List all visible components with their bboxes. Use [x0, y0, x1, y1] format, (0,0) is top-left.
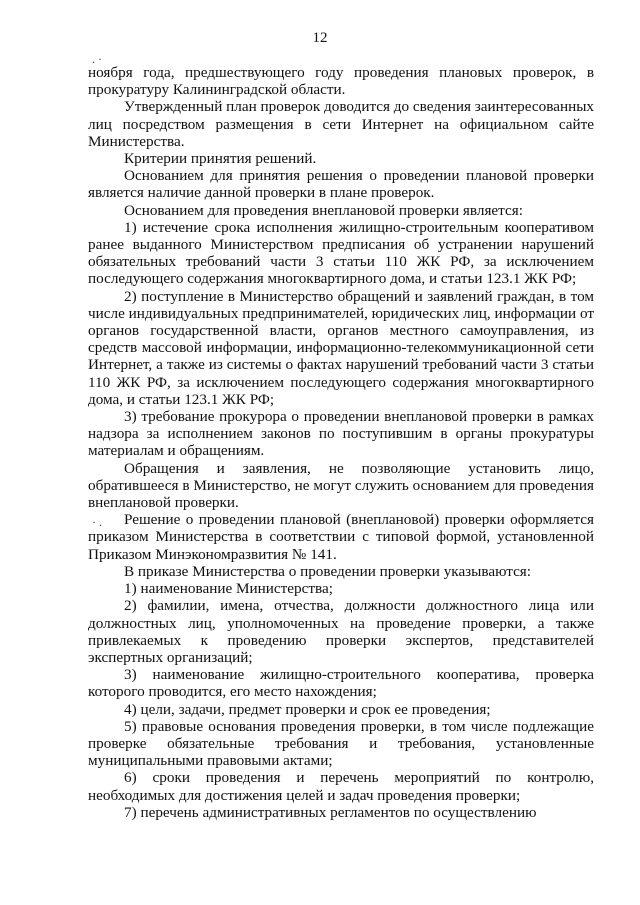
paragraph: Критерии принятия решений.: [124, 150, 317, 168]
paragraph: Обращения и заявления, не позволяющие установить лицо, обратившееся в Министерство, не могут служить основанием для проведения внеплановой проверки.: [88, 459, 594, 512]
list-item: 6) сроки проведения и перечень мероприятий по контролю, необходимых для достижения целей и задач проведения проверки;: [88, 769, 594, 804]
paragraph: Основанием для принятия решения о проведении плановой проверки является наличие данной проверки в плане проверок.: [88, 167, 594, 202]
paragraph: ноября года, предшествующего году проведения плановых проверок, в прокуратуру Калининградской области.: [88, 64, 594, 99]
document-body: [88, 64, 594, 821]
list-item: 3) наименование жилищно-строительного кооператива, проверка которого проводится, его место нахождения;: [88, 666, 594, 701]
list-item: 1) наименование Министерства;: [124, 580, 333, 598]
paragraph: В приказе Министерства о проведении проверки указываются:: [124, 562, 532, 580]
list-item: 2) поступление в Министерство обращений и заявлений граждан, в том числе индивидуальных предпринимателей, юридических лиц, информации от органов государственной власти, органов местного самоуправления, из средств массовой информации, информационно-телекоммуникационной сети Интернет, а также из системы о фактах нарушений требований части 3 статьи 110 ЖК РФ, за исключением последующего содержания многоквартирного дома, и статьи 123.1 ЖК РФ;: [88, 287, 594, 408]
scan-mark: · .: [92, 515, 102, 529]
list-item: 2) фамилии, имена, отчества, должности должностного лица или должностных лиц, уполномоченных на проведение проверки, а также привлекаемых к проведению проверки экспертов, представителей экспертных организаций;: [88, 597, 594, 666]
scan-mark: . ·: [92, 52, 102, 66]
list-item: 7) перечень административных регламентов по осуществлению: [124, 803, 537, 821]
page-number: 12: [312, 30, 328, 46]
list-item: 5) правовые основания проведения проверки, в том числе подлежащие проверке обязательные требования и требования, установленные муниципальными правовыми актами;: [88, 717, 594, 770]
list-item: 4) цели, задачи, предмет проверки и срок ее проведения;: [124, 700, 491, 718]
paragraph: Утвержденный план проверок доводится до сведения заинтересованных лиц посредством размещения в сети Интернет на официальном сайте Министерства.: [88, 98, 594, 150]
list-item: 3) требование прокурора о проведении внеплановой проверки в рамках надзора за исполнением законов по поступившим в органы прокуратуры материалам и обращениям.: [88, 408, 594, 460]
paragraph: Основанием для проведения внеплановой проверки является:: [124, 201, 523, 219]
list-item: 1) истечение срока исполнения жилищно-строительным кооперативом ранее выданного Министерством предписания об устранении нарушений обязательных требований части 3 статьи 110 ЖК РФ, за исключением последующего содержания многоквартирного дома, и статьи 123.1 ЖК РФ;: [88, 218, 594, 288]
paragraph: Решение о проведении плановой (внеплановой) проверки оформляется приказом Министерства в соответствии с типовой формой, установленной Приказом Минэкономразвития № 141.: [88, 511, 594, 563]
